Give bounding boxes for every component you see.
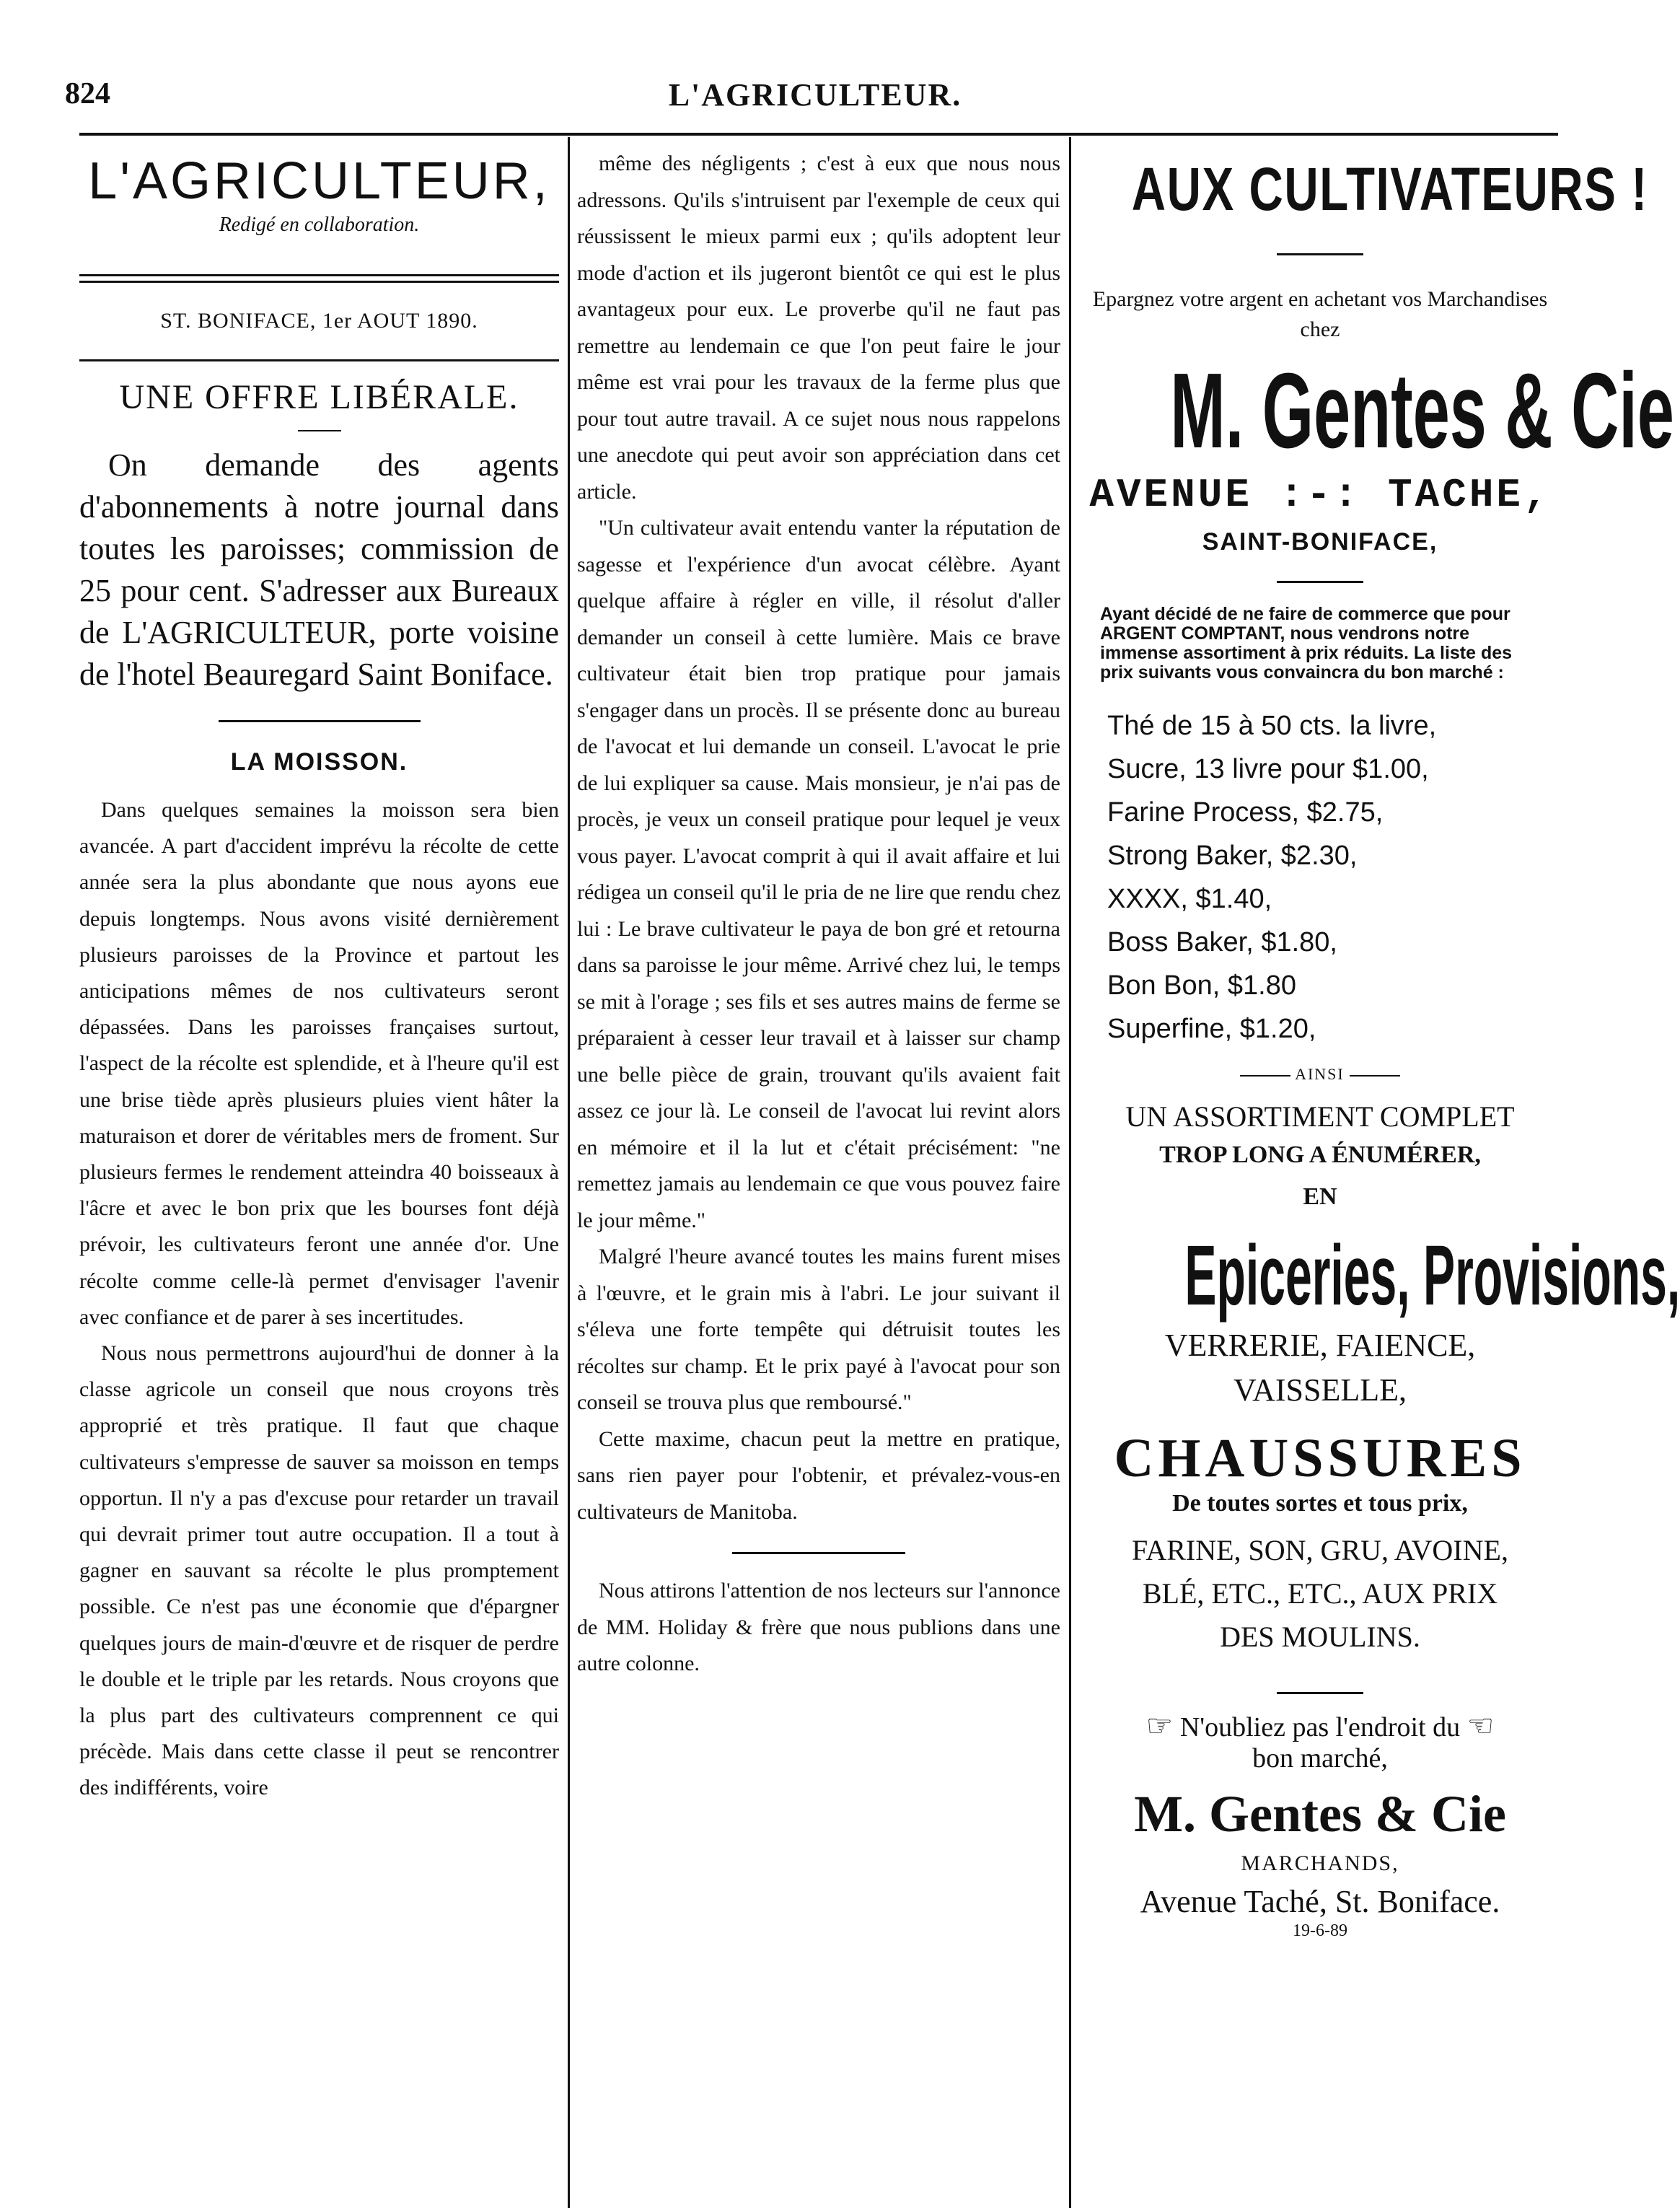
ad-ainsi (1078, 1065, 1562, 1084)
merchant-name: M. Gentes & Cie (1170, 351, 1674, 470)
rule (79, 359, 559, 361)
price-item: Thé de 15 à 50 cts. la livre, (1107, 711, 1437, 741)
masthead: L'AGRICULTEUR, (88, 152, 550, 210)
ad-verrerie: VERRERIE, FAIENCE, (1164, 1327, 1476, 1363)
ad-title: AUX CULTIVATEURS ! (1131, 155, 1648, 223)
ad-rule (1277, 581, 1363, 583)
ad-epiceries: Epiceries, Provisions, (1184, 1228, 1680, 1323)
price-item: Strong Baker, $2.30, (1107, 841, 1358, 871)
ad-address: Avenue Taché, St. Boniface. (1140, 1883, 1500, 1919)
moisson-article (79, 792, 559, 1807)
article-paragraph: Malgré l'heure avancé toutes les mains furent mises à l'œuvre, et le grain mis à l'abri. Le jour suivant il s'éleva une forte tempête qui détruisit toutes les récoltes sur champ. Et le prix payé à l'avocat pour son conseil se trouva plus que remboursé." (577, 1245, 1060, 1414)
running-title: L'AGRICULTEUR. (668, 77, 962, 113)
section-rule (732, 1552, 905, 1554)
ad-intro: Epargnez votre argent en achetant vos Marchandises chez (1092, 287, 1548, 341)
dateline: ST. BONIFACE, 1er AOUT 1890. (160, 309, 478, 333)
masthead-subtitle: Redigé en collaboration. (219, 214, 420, 236)
dash-rule (298, 430, 341, 431)
ad-marchands: MARCHANDS, (1241, 1851, 1399, 1875)
ad-ble: BLÉ, ETC., ETC., AUX PRIX (1142, 1577, 1498, 1610)
price-item: Superfine, $1.20, (1107, 1014, 1316, 1044)
reminder-line: bon marché, (1252, 1742, 1388, 1773)
anecdote-article (577, 146, 1060, 1530)
reminder-line: N'oubliez pas l'endroit du (1179, 1711, 1461, 1742)
ad-reminder (1078, 1710, 1562, 1744)
article-paragraph: Nous attirons l'attention de nos lecteurs sur l'annonce de MM. Holiday & frère que nous publions dans une autre colonne. (577, 1579, 1060, 1675)
offer-headline: UNE OFFRE LIBÉRALE. (119, 378, 519, 416)
merchant-name-footer: M. Gentes & Cie (1134, 1784, 1506, 1843)
column-middle (577, 139, 1060, 1683)
ad-farine: FARINE, SON, GRU, AVOINE, (1132, 1533, 1508, 1566)
page-header (65, 76, 1565, 127)
ad-code: 19-6-89 (1293, 1921, 1347, 1940)
header-rule (79, 133, 1558, 136)
double-rule (79, 274, 559, 283)
ad-rule (1277, 253, 1363, 255)
price-item: XXXX, $1.40, (1107, 884, 1272, 914)
ad-moulins: DES MOULINS. (1220, 1620, 1420, 1653)
article-paragraph: même des négligents ; c'est à eux que nous nous adressons. Qu'ils s'intruisent par l'exemple de ceux qui réussissent le mieux parmi eux ; qu'ils adoptent leur mode d'action et ils jugeront bientôt ce qui est le plus avantageux pour eux. Le proverbe qu'il ne faut pas remettre au lendemain ce que l'on peut faire le jour même est vrai pour les travaux de la ferme plus que pour tout autre travail. A ce sujet nous nous rappelons une anecdote qui peut avoir son appréciation dans cet article. (577, 152, 1060, 504)
article-paragraph: Dans quelques semaines la moisson sera bien avancée. A part d'accident imprévu la récolte de cette année sera la plus abondante que nous ayons eue depuis longtemps. Nous avons visité dernièrement plusieurs paroisses de la Province et partout les anticipations mêmes de nos cultivateurs seront dépassées. Dans les paroisses françaises surtout, l'aspect de la récolte est splendide, et à l'heure qu'il est une brise tiède après plusieurs pluies vient hâter la maturaison et dorer de véritables mers de froment. Sur plusieurs fermes le rendement atteindra 40 boisseaux à l'âcre et avec le bon prix que les bourses font déjà prévoir, les cultivateurs feront une année d'or. Une récolte comme celle-là permet d'envisager l'avenir avec confiance et de parer à ses incertitudes. (79, 798, 559, 1329)
ad-chaussures: CHAUSSURES (1114, 1427, 1526, 1488)
column-divider (568, 137, 570, 2208)
ad-avenue: AVENUE :-: TACHE, (1089, 472, 1551, 518)
ad-en: EN (1303, 1183, 1337, 1210)
price-item: Bon Bon, $1.80 (1107, 970, 1296, 1001)
section-rule (219, 720, 421, 722)
ad-assortment: UN ASSORTIMENT COMPLET (1125, 1100, 1515, 1133)
offer-text: On demande des agents d'abonnements à notre journal dans toutes les paroisses; commission de 25 pour cent. S'adresser aux Bureaux de L'AGRICULTEUR, porte voisine de l'hotel Beauregard Saint Boniface. (79, 447, 559, 692)
notice-article (577, 1573, 1060, 1683)
article-paragraph: Cette maxime, chacun peut la mettre en pratique, sans rien payer pour l'obtenir, et prévalez-vous-en cultivateurs de Manitoba. (577, 1426, 1060, 1524)
price-item: Boss Baker, $1.80, (1107, 927, 1337, 957)
ad-notice: Ayant décidé de ne faire de commerce que pour ARGENT COMPTANT, nous vendrons notre immense assortiment à prix réduits. La liste des prix suivants vous convaincra du bon marché : (1100, 604, 1513, 683)
moisson-headline: LA MOISSON. (230, 748, 408, 776)
ainsi-label: AINSI (1295, 1065, 1345, 1083)
advertisement (1078, 139, 1680, 1941)
ad-toutes: De toutes sortes et tous prix, (1172, 1489, 1468, 1517)
price-item: Sucre, 13 livre pour $1.00, (1107, 754, 1429, 784)
ad-rule (1277, 1692, 1363, 1694)
ad-city: SAINT-BONIFACE, (1202, 528, 1438, 556)
price-list (1078, 704, 1562, 1051)
ad-assortment-sub: TROP LONG A ÉNUMÉRER, (1159, 1141, 1481, 1168)
article-paragraph: "Un cultivateur avait entendu vanter la réputation de sagesse et l'expérience d'un avocat célèbre. Ayant quelque affaire à régler en ville, il résolut d'aller demander un conseil à cette lumière. Mais ce brave cultivateur était bien trop pratique pour jamais s'engager dans un procès. Il se présente donc au bureau de l'avocat et lui demande un conseil. L'avocat le prie de lui expliquer sa cause. Mais monsieur, je n'ai pas de procès, je veux un conseil pratique pour lequel je veux vous payer. L'avocat comprit à qui il avait affaire et lui rédigea un conseil qu'il le pria de ne lire que rendu chez lui : Le brave cultivateur le paya de bon gré et retourna dans sa paroisse le jour même. Arrivé chez lui, le temps se mit à l'orage ; ses fils et ses autres mains de ferme se préparaient à cesser leur travail et à laisser sur champ une belle pièce de grain, trouvant qu'ils avaient fait assez ce jour là. Le conseil de l'avocat lui revint alors en mémoire et il la lut et c'était précisément: "ne remettez jamais au lendemain ce que vous pouvez faire le jour même." (577, 516, 1060, 1232)
article-paragraph: Nous nous permettrons aujourd'hui de donner à la classe agricole un conseil que nous croyons très approprié et très pratique. Il faut que chaque cultivateurs s'empresse de sauver sa moisson en temps opportun. Il n'y a pas d'excuse pour retarder un travail qui devrait primer tout autre occupation. Il a tout à gagner en sauvant sa récolte le plus promptement possible. Ce n'est pas une économie que d'épargner quelques jours de main-d'œuvre et de risquer de perdre le double et le triple par les retards. Nous croyons que la plus part des cultivateurs comprennent ce qui précède. Mais dans cette classe il peut se rencontrer des indifférents, voire (79, 1341, 559, 1800)
price-item: Farine Process, $2.75, (1107, 797, 1384, 828)
dash-rule (1240, 1075, 1290, 1077)
page-number: 824 (65, 77, 110, 110)
dash-rule (1350, 1075, 1400, 1077)
column-divider (1069, 137, 1071, 2208)
pointing-hand-icon: ☞ (1145, 1709, 1174, 1743)
pointing-hand-icon: ☜ (1466, 1709, 1495, 1743)
column-left (79, 139, 559, 1807)
ad-vaisselle: VAISSELLE, (1233, 1372, 1407, 1408)
